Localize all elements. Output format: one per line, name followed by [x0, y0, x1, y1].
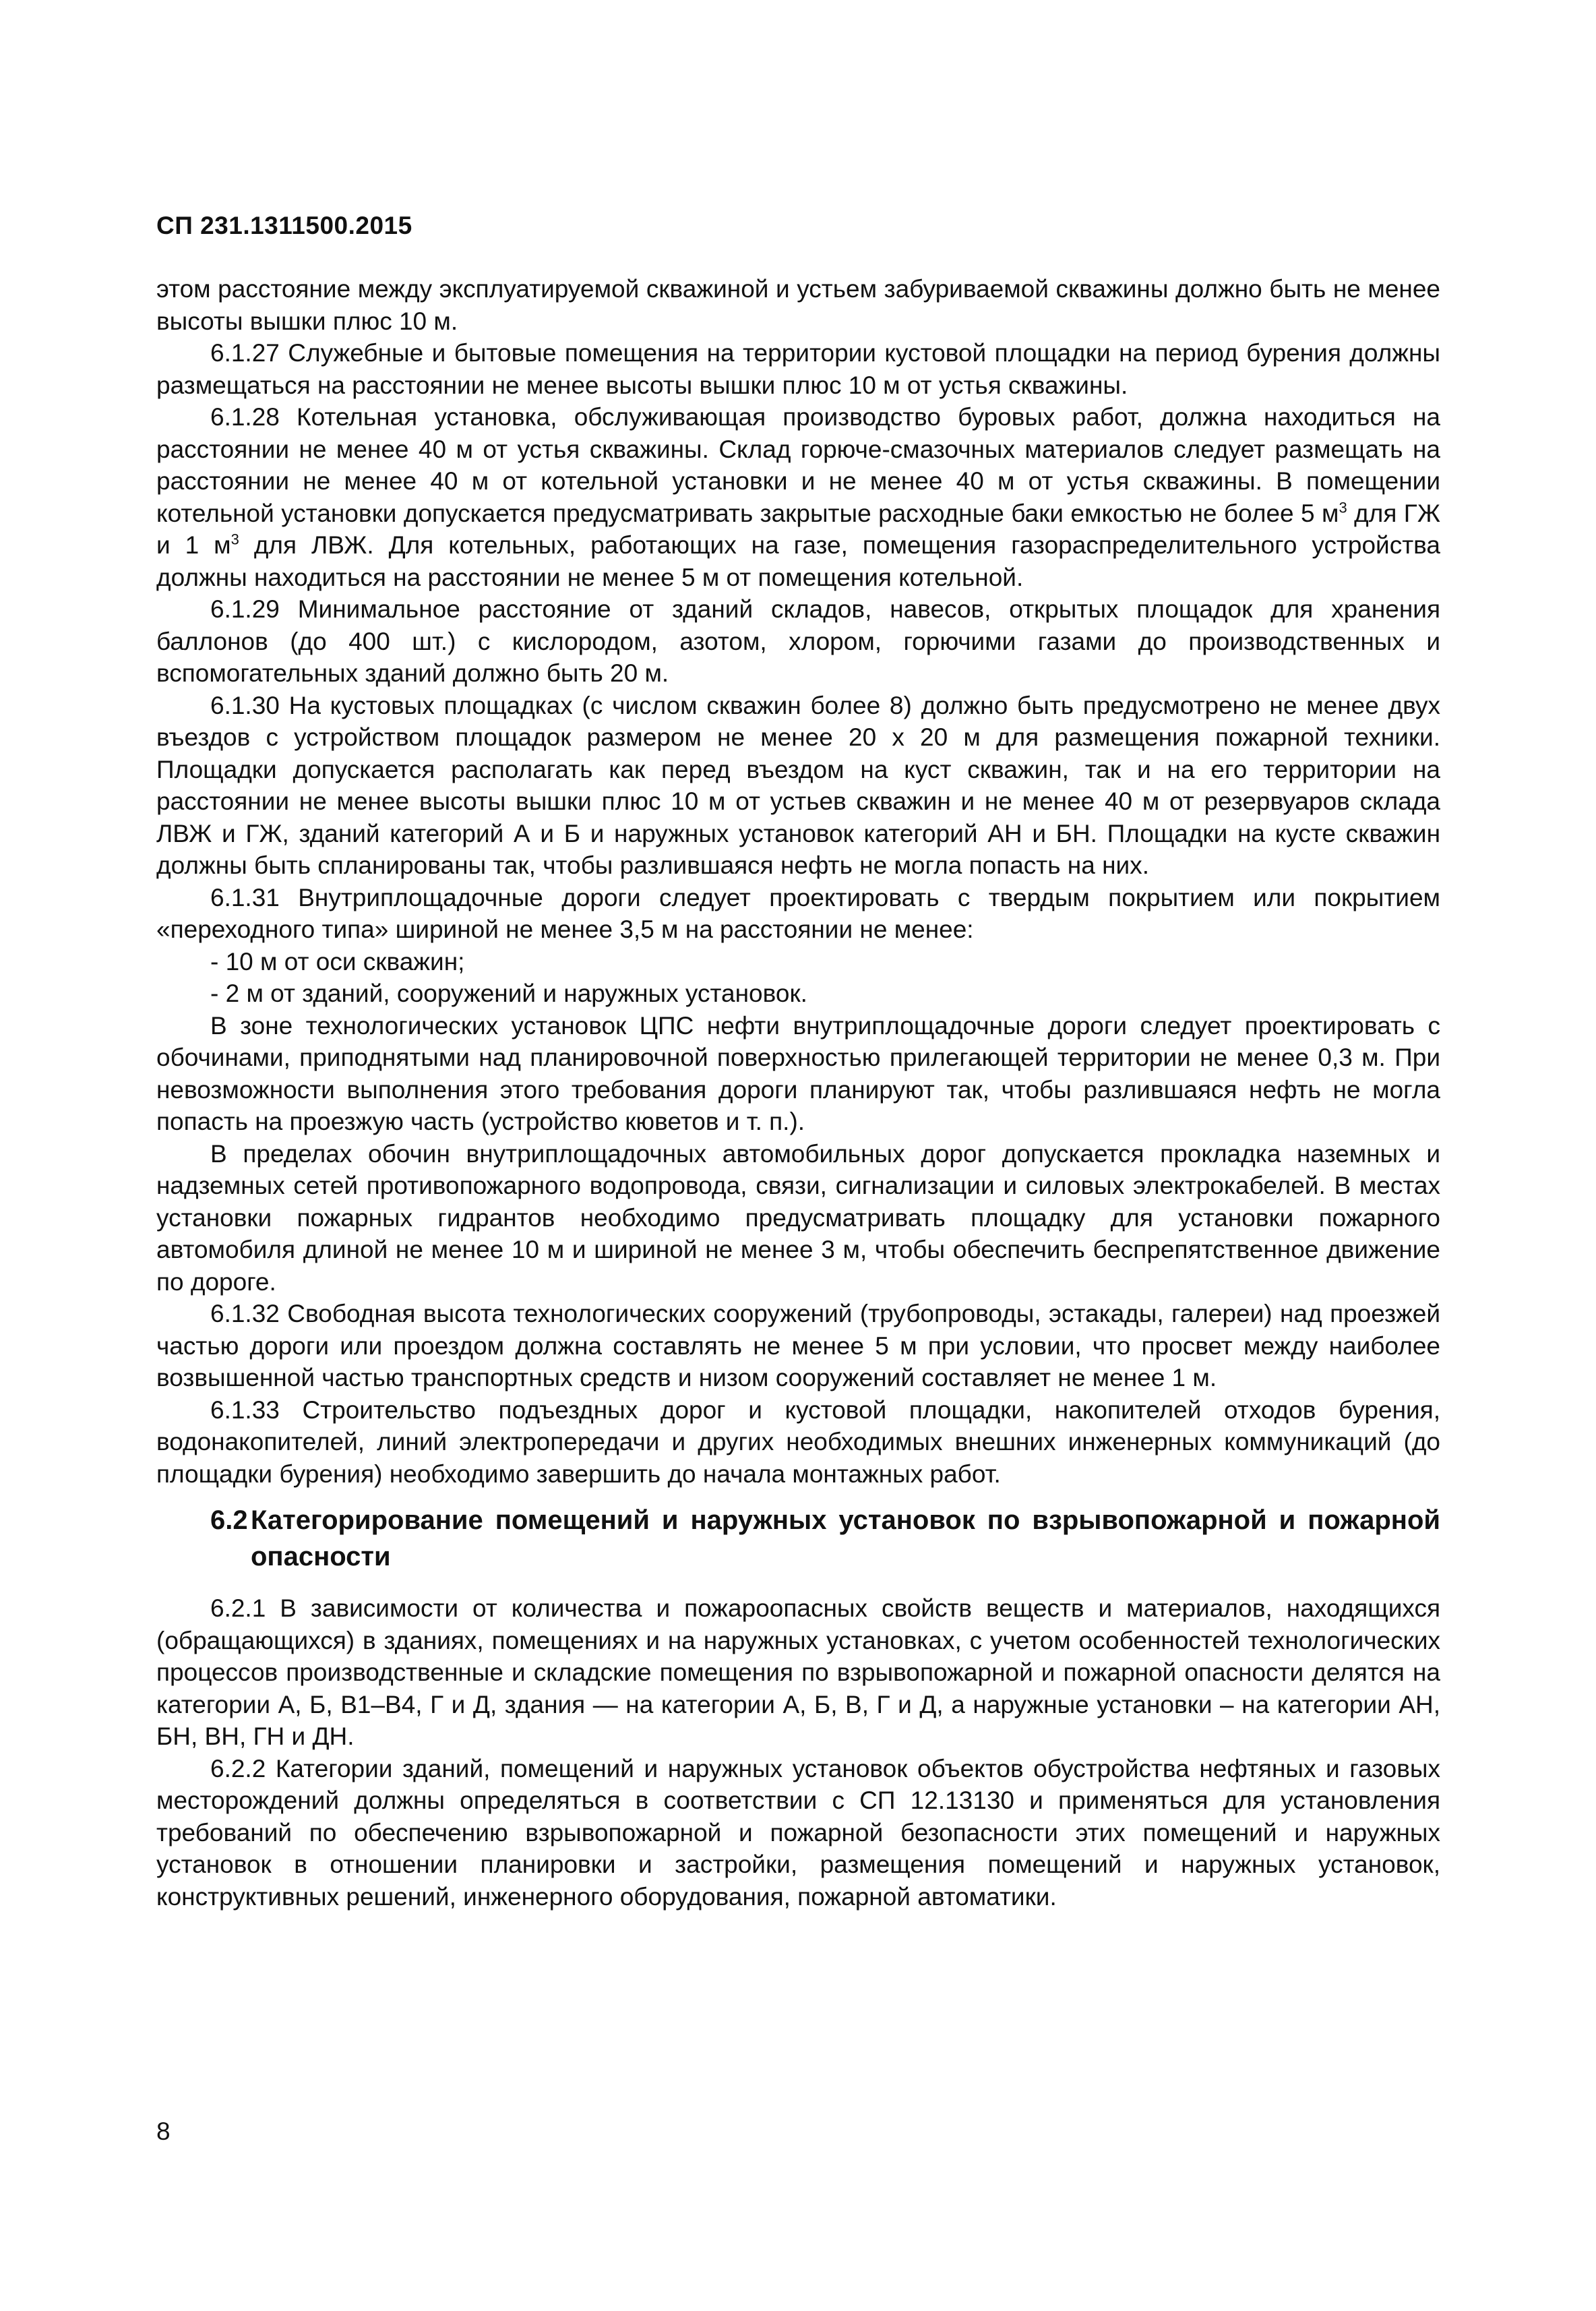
document-code: СП 231.1311500.2015: [156, 212, 412, 239]
clause-6-1-28-text-b: для ГЖ и 1 м: [156, 499, 1440, 559]
superscript-cubic: 3: [231, 531, 239, 548]
paragraph-continuation: этом расстояние между эксплуатируемой скважиной и устьем забуриваемой скважины должно быть не менее высоты вышки плюс 10 м.: [156, 275, 1440, 335]
page-number: 8: [156, 2118, 171, 2145]
clause-6-1-32: 6.1.32 Свободная высота технологических сооружений (трубопроводы, эстакады, галереи) над проезжей частью дороги или проездом должна составлять не менее 5 м при условии, что просвет между наиболее возвышенной частью транспортных средств и низом сооружений составляет не менее 1 м.: [156, 1300, 1440, 1391]
list-item: - 10 м от оси скважин;: [210, 947, 465, 976]
clause-6-1-28: [156, 401, 1440, 593]
document-body: [156, 273, 1440, 1913]
clause-6-2-1: 6.2.1 В зависимости от количества и пожароопасных свойств веществ и материалов, находящихся (обращающихся) в зданиях, помещениях и на наружных установках, с учетом особенностей технологических процессов производственные и складские помещения по взрывопожарной и пожарной опасности делятся на категории А, Б, В1–В4, Г и Д, здания — на категории А, Б, В, Г и Д, а наружные установки – на категории АН, БН, ВН, ГН и ДН.: [156, 1594, 1440, 1750]
section-title: Категорирование помещений и наружных установок по взрывопожарной и пожарной опасности: [251, 1505, 1440, 1571]
section-number: 6.2: [210, 1505, 248, 1535]
section-heading-6-2: [156, 1502, 1440, 1575]
clause-6-1-28-text-a: 6.1.28 Котельная установка, обслуживающая производство буровых работ, должна находиться на расстоянии не менее 40 м от устья скважины. Склад горюче-смазочных материалов следует размещать на расстоянии не менее 40 м от котельной установки и не менее 40 м от устья скважины. В помещении котельной установки допускается предусматривать закрытые расходные баки емкостью не более 5 м: [156, 403, 1440, 527]
clause-6-1-28-text-c: для ЛВЖ. Для котельных, работающих на газе, помещения газораспределительного устройства должны находиться на расстоянии не менее 5 м от помещения котельной.: [156, 531, 1440, 591]
clause-6-1-27: 6.1.27 Служебные и бытовые помещения на территории кустовой площадки на период бурения должны размещаться на расстоянии не менее высоты вышки плюс 10 м от устья скважины.: [156, 339, 1440, 399]
clause-6-1-29: 6.1.29 Минимальное расстояние от зданий складов, навесов, открытых площадок для хранения баллонов (до 400 шт.) с кислородом, азотом, хлором, горючими газами до производственных и вспомогательных зданий должно быть 20 м.: [156, 595, 1440, 687]
clause-6-1-31: 6.1.31 Внутриплощадочные дороги следует проектировать с твердым покрытием или покрытием «переходного типа» шириной не менее 3,5 м на расстоянии не менее:: [156, 883, 1440, 943]
superscript-cubic: 3: [1339, 499, 1347, 516]
list-item: - 2 м от зданий, сооружений и наружных установок.: [210, 980, 807, 1007]
clause-6-1-33: 6.1.33 Строительство подъездных дорог и кустовой площадки, накопителей отходов бурения, водонакопителей, линий электропередачи и других необходимых внешних инженерных коммуникаций (до площадки бурения) необходимо завершить до начала монтажных работ.: [156, 1395, 1440, 1488]
clause-6-1-30: 6.1.30 На кустовых площадках (с числом скважин более 8) должно быть предусмотрено не менее двух въездов с устройством площадок размером не менее 20 х 20 м для размещения пожарной техники. Площадки допускается располагать как перед въездом на куст скважин, так и на его территории на расстоянии не менее высоты вышки плюс 10 м от устьев скважин и не менее 40 м от резервуаров склада ЛВЖ и ГЖ, зданий категорий А и Б и наружных установок категорий АН и БН. Площадки на кусте скважин должны быть спланированы так, чтобы разлившаяся нефть не могла попасть на них.: [156, 691, 1440, 879]
clause-6-2-2: 6.2.2 Категории зданий, помещений и наружных установок объектов обустройства нефтяных и газовых месторождений должны определяться в соответствии с СП 12.13130 и применяться для установления требований по обеспечению взрывопожарной и пожарной безопасности этих помещений и наружных установок в отношении планировки и застройки, размещения помещений и наружных установок, конструктивных решений, инженерного оборудования, пожарной автоматики.: [156, 1754, 1440, 1911]
paragraph-roadside-networks: В пределах обочин внутриплощадочных автомобильных дорог допускается прокладка наземных и надземных сетей противопожарного водопровода, связи, сигнализации и силовых электрокабелей. В местах установки пожарных гидрантов необходимо предусматривать площадку для установки пожарного автомобиля длиной не менее 10 м и шириной не менее 3 м, чтобы обеспечить беспрепятственное движение по дороге.: [156, 1139, 1440, 1296]
paragraph-roads-cps: В зоне технологических установок ЦПС нефти внутриплощадочные дороги следует проектировать с обочинами, приподнятыми над планировочной поверхностью прилегающей территории не менее 0,3 м. При невозможности выполнения этого требования дороги планируют так, чтобы разлившаяся нефть не могла попасть на проезжую часть (устройство кюветов и т. п.).: [156, 1011, 1440, 1135]
